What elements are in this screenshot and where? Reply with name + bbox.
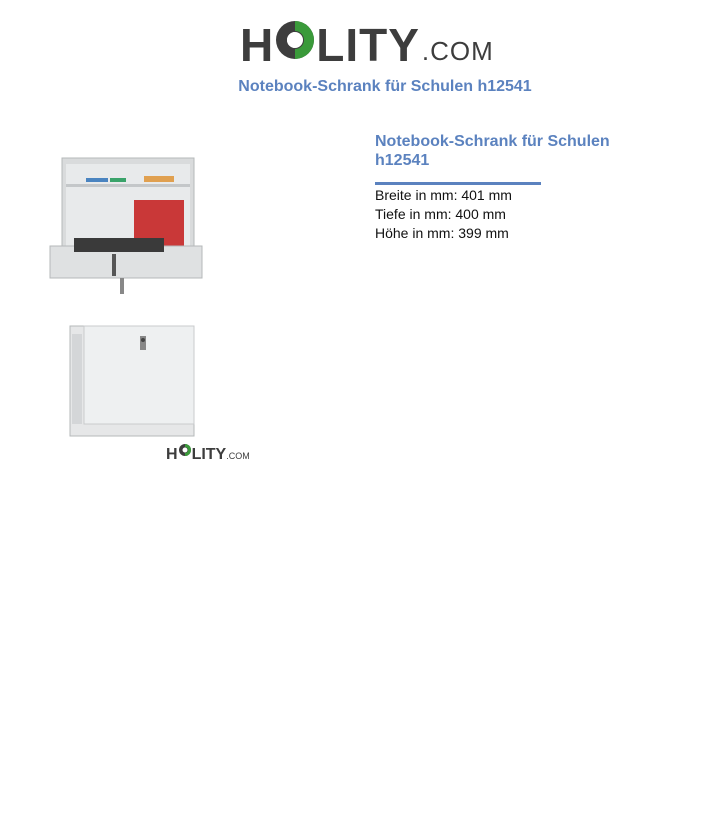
logo-letters: LITY [316,19,420,71]
logo-letter-h: H [240,19,275,71]
page-title: Notebook-Schrank für Schulen h12541 [238,78,532,95]
product-image-closed [64,318,204,446]
watermark-letter-h: H [166,446,178,463]
spec-height: Höhe in mm: 399 mm [375,225,509,241]
watermark-logo [166,442,250,463]
watermark-o-icon [178,442,192,463]
watermark-letters: LITY [191,446,227,463]
logo-domain: .COM [421,36,494,66]
site-logo[interactable] [240,10,494,71]
spec-width: Breite in mm: 401 mm [375,187,512,203]
spec-depth: Tiefe in mm: 400 mm [375,206,506,222]
product-title: Notebook-Schrank für Schulen h12541 [375,133,610,169]
product-image-open [48,150,204,298]
product-specs [375,186,512,243]
watermark-domain: .COM [226,451,250,461]
title-divider [375,182,541,185]
logo-o-icon [274,17,316,68]
